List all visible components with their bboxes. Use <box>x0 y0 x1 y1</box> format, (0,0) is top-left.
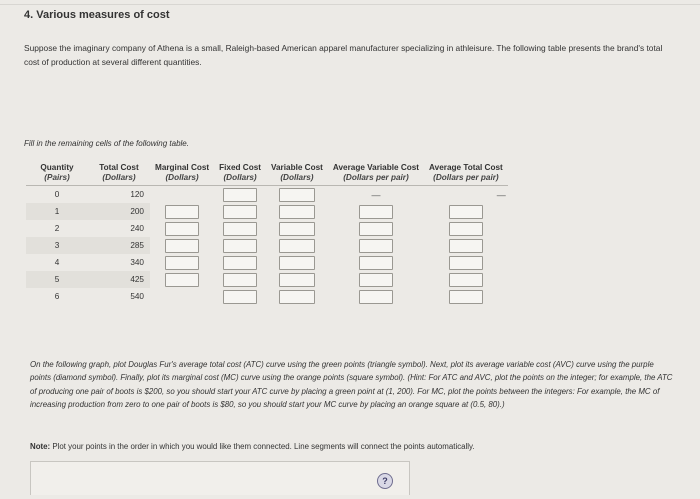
header-marginal-cost: Marginal Cost (Dollars) <box>155 163 210 182</box>
avc-input[interactable] <box>359 239 393 253</box>
atc-input-cell <box>424 254 508 271</box>
atc-cell <box>424 186 508 204</box>
atc-input[interactable] <box>449 273 483 287</box>
avc-cell <box>328 186 424 204</box>
total-cost-cell: 240 <box>130 224 144 233</box>
mc-input-cell <box>150 254 214 271</box>
total-cost-cell: 200 <box>88 203 150 220</box>
avc-input-cell <box>328 220 424 237</box>
table-row <box>26 254 508 271</box>
mc-input-cell <box>150 203 214 220</box>
total-cost-cell: 425 <box>88 271 150 288</box>
vc-input-cell <box>266 271 328 288</box>
mc-input-cell <box>150 220 214 237</box>
fc-input[interactable] <box>223 273 257 287</box>
quantity-cell: 1 <box>26 203 88 220</box>
table-row <box>26 237 508 254</box>
avc-input-cell <box>328 254 424 271</box>
atc-input[interactable] <box>449 205 483 219</box>
header-atc: Average Total Cost (Dollars per pair) <box>429 163 503 182</box>
avc-input[interactable] <box>359 273 393 287</box>
avc-input[interactable] <box>359 256 393 270</box>
atc-input[interactable] <box>449 256 483 270</box>
fc-input-cell <box>214 288 266 305</box>
table-instructions: Fill in the remaining cells of the following table. <box>24 139 189 148</box>
mc-input[interactable] <box>165 239 199 253</box>
fc-input[interactable] <box>223 290 257 304</box>
fc-input-cell <box>214 237 266 254</box>
top-divider <box>0 4 700 5</box>
atc-dash: — <box>496 189 506 200</box>
vc-input[interactable] <box>279 239 315 253</box>
fc-input-cell <box>214 271 266 288</box>
mc-input[interactable] <box>165 256 199 270</box>
mc-input-cell <box>150 271 214 288</box>
table-row <box>26 288 508 305</box>
total-cost-cell: 340 <box>130 258 144 267</box>
vc-input-cell <box>266 237 328 254</box>
fc-input-cell <box>214 203 266 220</box>
question-title: 4. Various measures of cost <box>24 9 170 21</box>
atc-input-cell <box>424 203 508 220</box>
graph-area-top <box>30 461 410 495</box>
fc-input[interactable] <box>223 205 257 219</box>
fc-input[interactable] <box>223 188 257 202</box>
quantity-cell: 2 <box>54 224 60 233</box>
mc-input[interactable] <box>165 222 199 236</box>
fc-input-cell <box>214 220 266 237</box>
fc-input[interactable] <box>223 239 257 253</box>
total-cost-cell: 285 <box>88 237 150 254</box>
vc-input-cell <box>266 186 328 204</box>
fc-input-cell <box>214 186 266 204</box>
atc-input[interactable] <box>449 239 483 253</box>
table-row <box>26 186 508 204</box>
quantity-cell: 3 <box>26 237 88 254</box>
note-text: Plot your points in the order in which you would like them connected. Line segments will connect the points automatically. <box>52 442 475 451</box>
header-variable-cost: Variable Cost (Dollars) <box>271 163 323 182</box>
avc-input-cell <box>328 271 424 288</box>
vc-input-cell <box>266 203 328 220</box>
header-avc: Average Variable Cost (Dollars per pair) <box>332 163 420 182</box>
header-total-cost: Total Cost (Dollars) <box>99 163 139 182</box>
note <box>30 442 675 451</box>
avc-input[interactable] <box>359 222 393 236</box>
atc-input-cell <box>424 271 508 288</box>
atc-input-cell <box>424 220 508 237</box>
mc-input[interactable] <box>165 205 199 219</box>
vc-input[interactable] <box>279 222 315 236</box>
intro-paragraph: Suppose the imaginary company of Athena is a small, Raleigh-based American apparel manufacturer specializing in athleisure. The following table presents the brand's total cost of production at several different quantities. <box>24 43 663 67</box>
note-label: Note: <box>30 442 51 451</box>
graph-instructions: On the following graph, plot Douglas Fur's average total cost (ATC) curve using the green points (triangle symbol). Next, plot its average variable cost (AVC) curve using the purple points (diamond symbol). Finally, plot its marginal cost (MC) curve using the orange points (square symbol). (Hint: For ATC and AVC, plot the points on the integer; for example, the ATC of producing one pair of boots is $200, so you should start your ATC curve by placing a green point at (1, 200). For MC, plot the points between the integers: For example, the MC of increasing production from zero to one pair of boots is $80, so you should start your MC curve by placing an orange square at (0.5, 80).) <box>30 360 673 409</box>
fc-input[interactable] <box>223 256 257 270</box>
header-quantity: Quantity (Pairs) <box>40 163 74 182</box>
vc-input-cell <box>266 288 328 305</box>
avc-dash: — <box>371 189 381 200</box>
total-cost-cell: 540 <box>130 292 144 301</box>
vc-input-cell <box>266 254 328 271</box>
quantity-cell: 4 <box>54 258 60 267</box>
fc-input[interactable] <box>223 222 257 236</box>
cost-table <box>26 163 508 305</box>
avc-input[interactable] <box>359 205 393 219</box>
table-row <box>26 271 508 288</box>
atc-input-cell <box>424 237 508 254</box>
vc-input[interactable] <box>279 290 315 304</box>
avc-input-cell <box>328 203 424 220</box>
avc-input[interactable] <box>359 290 393 304</box>
header-fixed-cost: Fixed Cost (Dollars) <box>219 163 261 182</box>
total-cost-cell: 120 <box>130 190 144 199</box>
quantity-cell: 6 <box>54 292 60 301</box>
mc-empty-cell <box>150 186 214 204</box>
vc-input[interactable] <box>279 256 315 270</box>
question-circle-icon[interactable]: ? <box>377 473 393 489</box>
table-row <box>26 220 508 237</box>
vc-input[interactable] <box>279 188 315 202</box>
quantity-cell: 0 <box>54 190 60 199</box>
quantity-cell: 5 <box>26 271 88 288</box>
fc-input-cell <box>214 254 266 271</box>
atc-input[interactable] <box>449 290 483 304</box>
avc-input-cell <box>328 237 424 254</box>
table-row <box>26 203 508 220</box>
avc-input-cell <box>328 288 424 305</box>
atc-input-cell <box>424 288 508 305</box>
vc-input-cell <box>266 220 328 237</box>
vc-input[interactable] <box>279 205 315 219</box>
mc-input[interactable] <box>165 273 199 287</box>
mc-input-cell <box>150 237 214 254</box>
mc-empty-cell <box>150 288 214 305</box>
atc-input[interactable] <box>449 222 483 236</box>
vc-input[interactable] <box>279 273 315 287</box>
